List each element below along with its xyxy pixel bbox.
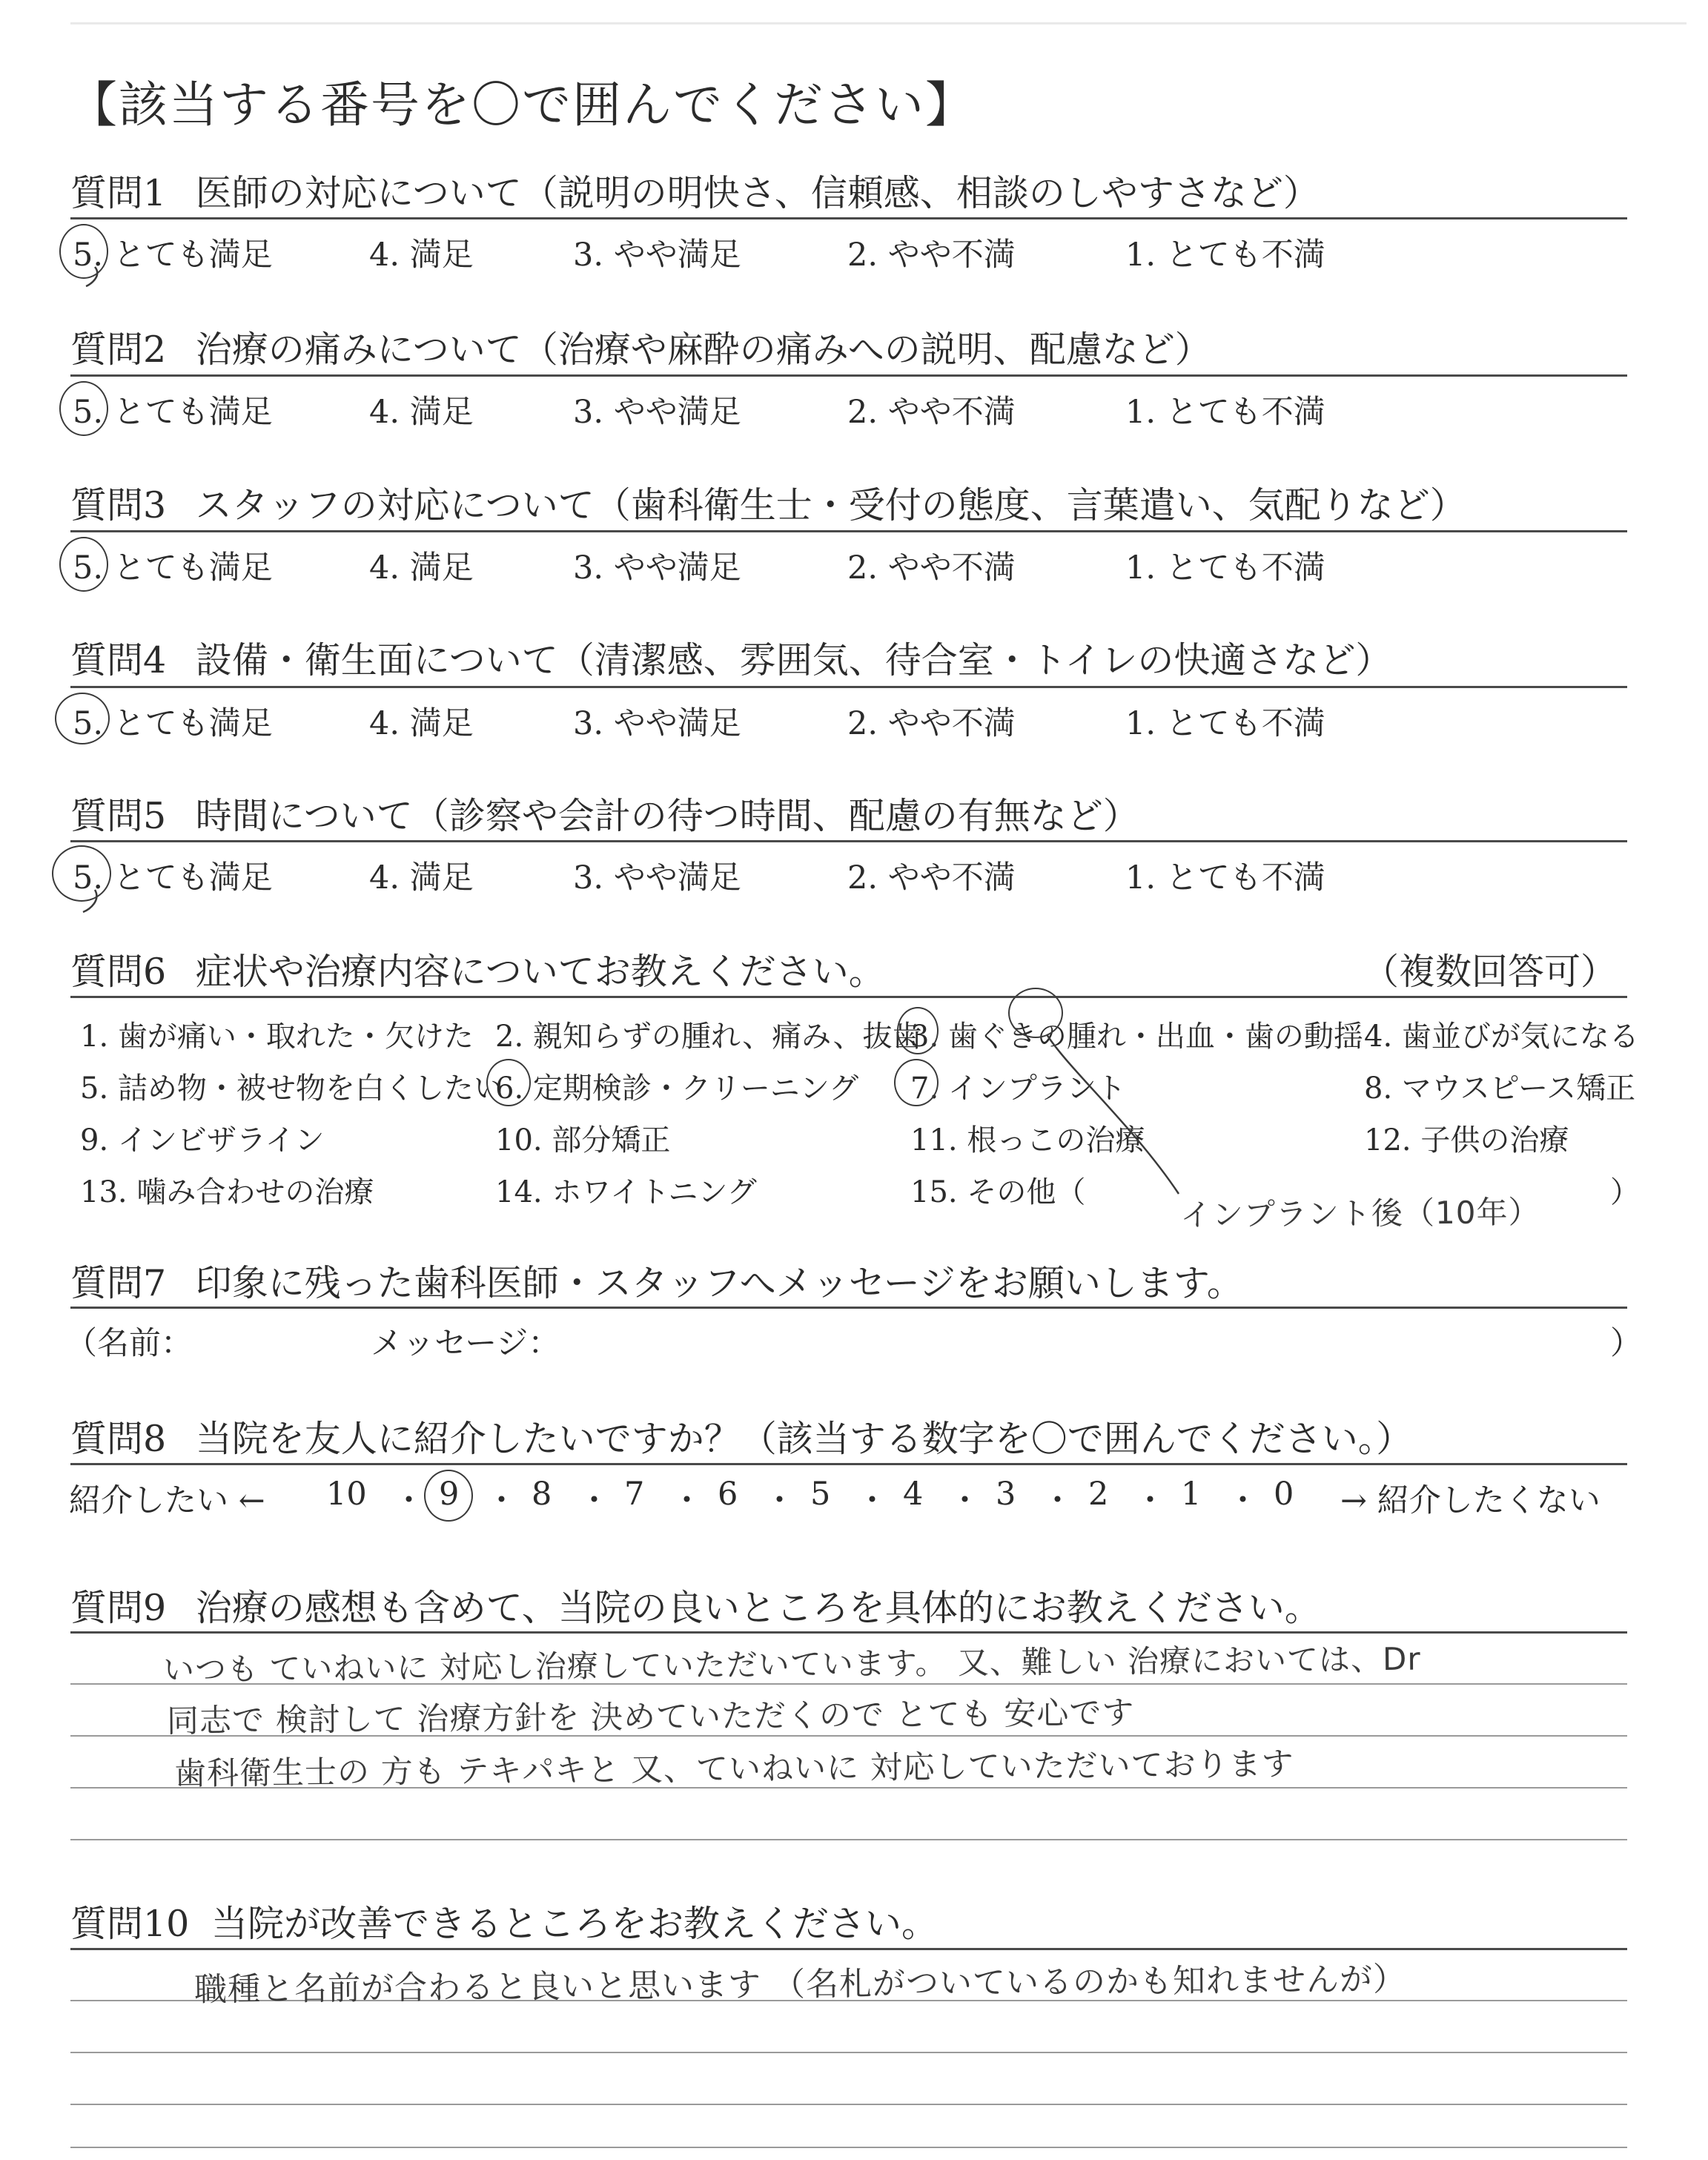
q5-option-3[interactable]: 3. やや満足 xyxy=(573,859,741,896)
q6-item-14[interactable]: 14. ホワイトニング xyxy=(495,1175,757,1209)
q7-message-label: メッセージ： xyxy=(371,1325,560,1362)
q1-option-1[interactable]: 1. とても不満 xyxy=(1125,237,1325,274)
q8-scale-4[interactable]: 4 xyxy=(903,1476,924,1513)
q4-label: 質問4 xyxy=(70,639,167,681)
q3-option-3[interactable]: 3. やや満足 xyxy=(573,549,741,587)
q6-note: （複数回答可） xyxy=(1363,951,1618,993)
q5-option-4[interactable]: 4. 満足 xyxy=(369,859,474,896)
q8-dot: ・ xyxy=(1042,1482,1073,1519)
q9-answer-line-1[interactable]: いつも ていねいに 対応し治療していただいています。 又、難しい 治療においては、Dr xyxy=(162,1640,1421,1688)
q1-option-4[interactable]: 4. 満足 xyxy=(369,237,474,274)
q8-scale-1[interactable]: 1 xyxy=(1181,1476,1202,1513)
q8-scale-8[interactable]: 8 xyxy=(532,1476,552,1513)
q3-option-5[interactable]: 5. とても満足 xyxy=(73,549,273,587)
q8-scale-5[interactable]: 5 xyxy=(810,1476,831,1513)
q5-label: 質問5 xyxy=(70,795,167,837)
q6-item-9[interactable]: 9. インビザライン xyxy=(80,1123,325,1157)
q1-option-5[interactable]: 5. とても満足 xyxy=(73,237,273,274)
q8-scale-7[interactable]: 7 xyxy=(624,1476,645,1513)
q2-option-3[interactable]: 3. やや満足 xyxy=(573,394,741,431)
q1-label: 質問1 xyxy=(70,172,167,214)
q8-left-label: 紹介したい ← xyxy=(69,1482,265,1519)
q7-text: 印象に残った歯科医師・スタッフへメッセージをお願いします。 xyxy=(195,1262,1243,1304)
q8-scale-2[interactable]: 2 xyxy=(1088,1476,1109,1513)
q1-option-2[interactable]: 2. やや不満 xyxy=(847,237,1016,274)
q9-text: 治療の感想も含めて、当院の良いところを具体的にお教えください。 xyxy=(195,1587,1321,1629)
q7-label: 質問7 xyxy=(70,1262,167,1304)
q8-dot: ・ xyxy=(393,1482,425,1519)
q6-text: 症状や治療内容についてお教えください。 xyxy=(195,951,885,993)
q4-option-2[interactable]: 2. やや不満 xyxy=(847,705,1016,742)
q4-option-5[interactable]: 5. とても満足 xyxy=(73,705,273,742)
q9-answer-line-2[interactable]: 同志で 検討して 治療方針を 決めていただくので とても 安心です xyxy=(166,1694,1135,1740)
q8-scale-0[interactable]: 0 xyxy=(1274,1476,1294,1513)
q8-dot: ・ xyxy=(949,1482,981,1519)
q2-option-1[interactable]: 1. とても不満 xyxy=(1125,394,1325,431)
q6-item-15-close: ） xyxy=(1610,1175,1640,1209)
q8-dot: ・ xyxy=(856,1482,888,1519)
q1-option-3[interactable]: 3. やや満足 xyxy=(573,237,741,274)
q6-item-15[interactable]: 15. その他（ xyxy=(910,1175,1086,1209)
q7-close: ） xyxy=(1610,1325,1642,1362)
q6-item-8[interactable]: 8. マウスピース矯正 xyxy=(1364,1071,1636,1106)
page-title: 【該当する番号を〇で囲んでください】 xyxy=(68,76,976,133)
q6-item-1[interactable]: 1. 歯が痛い・取れた・欠けた xyxy=(80,1020,474,1054)
q8-dot: ・ xyxy=(578,1482,610,1519)
q6-item-13[interactable]: 13. 噛み合わせの治療 xyxy=(80,1175,374,1209)
q9-answer-line-3[interactable]: 歯科衛生士の 方も テキパキと 又、ていねいに 対応していただいております xyxy=(173,1745,1294,1793)
q8-scale-10[interactable]: 10 xyxy=(326,1476,367,1513)
q6-item-10[interactable]: 10. 部分矯正 xyxy=(495,1123,671,1157)
q8-text: 当院を友人に紹介したいですか？（該当する数字を〇で囲んでください。） xyxy=(195,1418,1413,1460)
q5-option-5[interactable]: 5. とても満足 xyxy=(73,859,273,896)
q6-other-handwritten[interactable]: インプラント後（10年） xyxy=(1179,1193,1540,1234)
q9-label: 質問9 xyxy=(70,1587,167,1629)
q6-item-11[interactable]: 11. 根っこの治療 xyxy=(910,1123,1145,1157)
q3-text: スタッフの対応について（歯科衛生士・受付の態度、言葉遣い、気配りなど） xyxy=(195,484,1466,526)
q8-dot: ・ xyxy=(486,1482,517,1519)
q5-option-1[interactable]: 1. とても不満 xyxy=(1125,859,1325,896)
q2-text: 治療の痛みについて（治療や麻酔の痛みへの説明、配慮など） xyxy=(195,328,1211,371)
q8-right-label: → 紹介したくない xyxy=(1340,1482,1601,1519)
q8-dot: ・ xyxy=(1134,1482,1166,1519)
q4-option-1[interactable]: 1. とても不満 xyxy=(1125,705,1325,742)
q7-name-label: （名前： xyxy=(65,1325,193,1362)
q8-dot: ・ xyxy=(671,1482,703,1519)
q2-option-4[interactable]: 4. 満足 xyxy=(369,394,474,431)
q3-option-1[interactable]: 1. とても不満 xyxy=(1125,549,1325,587)
q3-option-4[interactable]: 4. 満足 xyxy=(369,549,474,587)
q2-label: 質問2 xyxy=(70,328,167,371)
q5-text: 時間について（診察や会計の待つ時間、配慮の有無など） xyxy=(195,795,1139,837)
q8-dot: ・ xyxy=(764,1482,795,1519)
q1-text: 医師の対応について（説明の明快さ、信頼感、相談のしやすさなど） xyxy=(195,172,1320,214)
q6-connector-stroke xyxy=(1047,1034,1179,1194)
q8-scale-3[interactable]: 3 xyxy=(996,1476,1016,1513)
q10-text: 当院が改善できるところをお教えください。 xyxy=(211,1903,938,1945)
q8-scale-9[interactable]: 9 xyxy=(439,1476,460,1513)
q6-item-2[interactable]: 2. 親知らずの腫れ、痛み、抜歯 xyxy=(495,1020,922,1054)
q4-option-4[interactable]: 4. 満足 xyxy=(369,705,474,742)
q10-label: 質問10 xyxy=(70,1903,190,1945)
q8-scale-6[interactable]: 6 xyxy=(718,1476,738,1513)
q2-option-2[interactable]: 2. やや不満 xyxy=(847,394,1016,431)
q4-text: 設備・衛生面について（清潔感、雰囲気、待合室・トイレの快適さなど） xyxy=(195,639,1392,681)
q5-circle-tail xyxy=(83,890,96,912)
q6-item-5[interactable]: 5. 詰め物・被せ物を白くしたい xyxy=(80,1071,503,1106)
q8-dot: ・ xyxy=(1227,1482,1259,1519)
q5-option-2[interactable]: 2. やや不満 xyxy=(847,859,1016,896)
q10-answer-line-1[interactable]: 職種と名前が合わると良いと思います （名札がついているのかも知れませんが） xyxy=(193,1960,1407,2009)
q6-item-12[interactable]: 12. 子供の治療 xyxy=(1364,1123,1569,1157)
q6-item-4[interactable]: 4. 歯並びが気になる xyxy=(1364,1020,1639,1054)
q6-item-6[interactable]: 6. 定期検診・クリーニング xyxy=(495,1071,859,1106)
q3-label: 質問3 xyxy=(70,484,167,526)
q3-option-2[interactable]: 2. やや不満 xyxy=(847,549,1016,587)
q6-item-7[interactable]: 7. インプラント xyxy=(910,1071,1126,1106)
q2-option-5[interactable]: 5. とても満足 xyxy=(73,394,273,431)
q6-item-3[interactable]: 3. 歯ぐきの腫れ・出血・歯の動揺 xyxy=(910,1020,1363,1054)
q1-circle-tail xyxy=(86,267,97,286)
q6-label: 質問6 xyxy=(70,951,167,993)
q4-option-3[interactable]: 3. やや満足 xyxy=(573,705,741,742)
q8-label: 質問8 xyxy=(70,1418,167,1460)
